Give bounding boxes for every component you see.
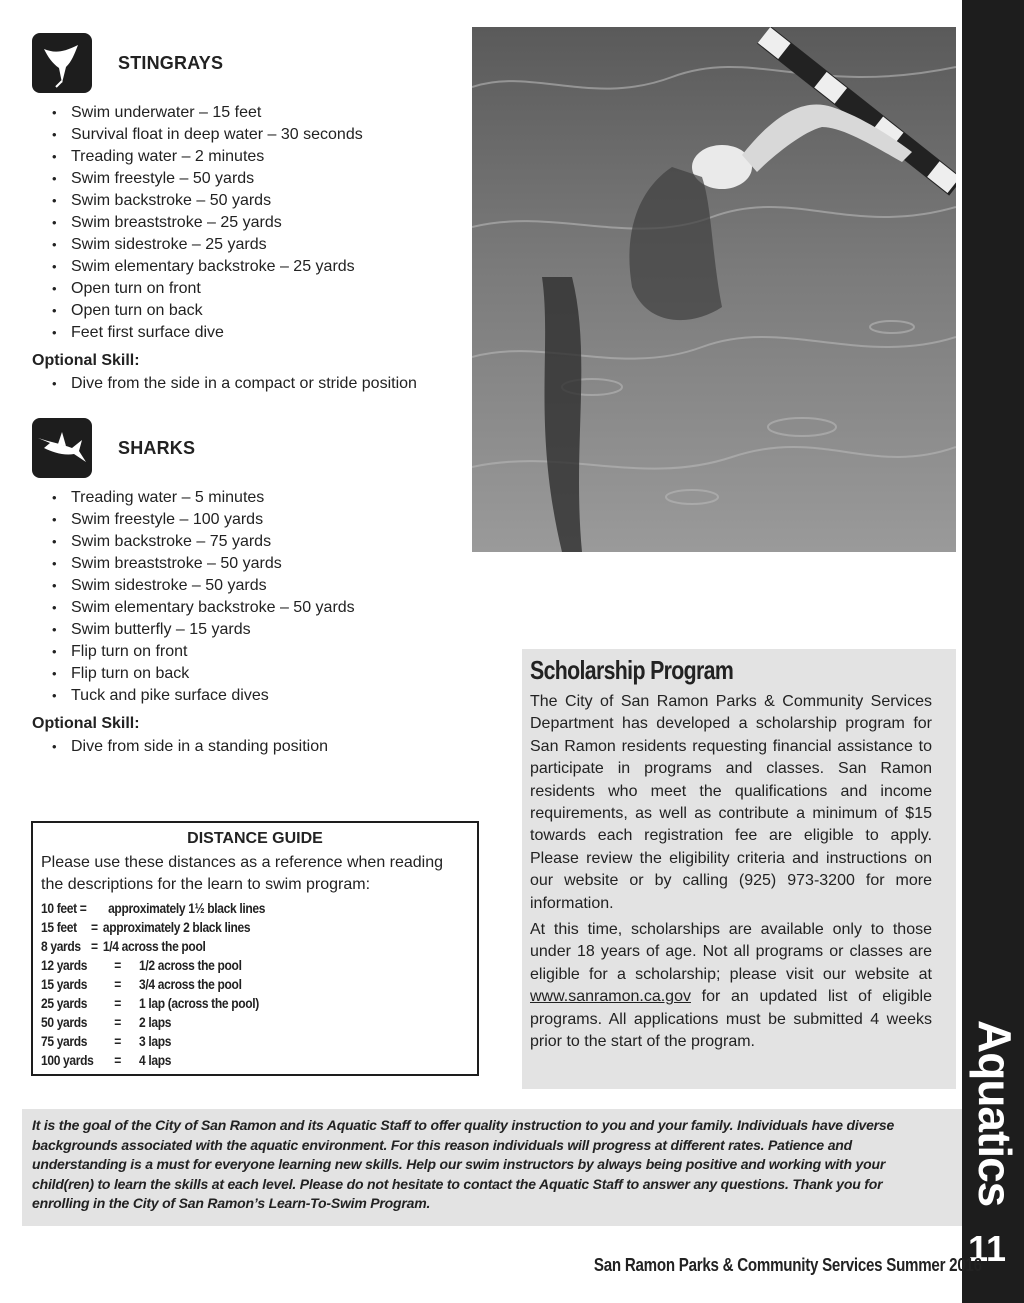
sharks-title: SHARKS bbox=[118, 437, 196, 458]
footer-text: San Ramon Parks & Community Services Summer 2016 bbox=[593, 1255, 982, 1275]
value-cell: 1 lap (across the pool) bbox=[139, 995, 259, 1011]
list-item: • Flip turn on back bbox=[52, 663, 355, 685]
table-row bbox=[41, 1051, 416, 1070]
scholarship-text: At this time, scholarships are available only to those under 18 years of age. Not all programs or classes are eligible for a scholarship; please visit our website at bbox=[530, 921, 932, 983]
list-item: • Swim freestyle – 50 yards bbox=[52, 168, 363, 190]
list-item: • Swim elementary backstroke – 25 yards bbox=[52, 256, 363, 278]
page-number: 11 bbox=[967, 1228, 1007, 1269]
value-cell: approximately 1½ black lines bbox=[108, 900, 266, 916]
equals-cell: = bbox=[114, 995, 121, 1011]
list-item: • Treading water – 5 minutes bbox=[52, 487, 355, 509]
stingrays-header bbox=[32, 33, 223, 93]
list-item: • Swim elementary backstroke – 50 yards bbox=[52, 597, 355, 619]
table-row bbox=[41, 994, 416, 1013]
stingrays-title: STINGRAYS bbox=[118, 52, 224, 73]
list-item: • Swim breaststroke – 25 yards bbox=[52, 212, 363, 234]
list-item: • Tuck and pike surface dives bbox=[52, 685, 355, 707]
swimmer-photo bbox=[472, 27, 956, 552]
stingrays-optional-list bbox=[52, 373, 417, 395]
list-item: • Feet first surface dive bbox=[52, 322, 363, 344]
equals-cell: = bbox=[114, 1014, 121, 1030]
list-item: • Swim backstroke – 75 yards bbox=[52, 531, 355, 553]
page-footer bbox=[520, 1255, 982, 1276]
table-row bbox=[41, 937, 416, 956]
scholarship-title: Scholarship Program bbox=[530, 655, 734, 685]
distance-guide-title: DISTANCE GUIDE bbox=[187, 830, 323, 847]
equals-cell: = bbox=[114, 976, 121, 992]
list-item: • Swim sidestroke – 50 yards bbox=[52, 575, 355, 597]
sharks-header bbox=[32, 418, 195, 478]
section-sidebar bbox=[962, 0, 1024, 1303]
goal-statement-box bbox=[22, 1109, 962, 1226]
list-item: • Treading water – 2 minutes bbox=[52, 146, 363, 168]
list-item: • Open turn on front bbox=[52, 278, 363, 300]
table-row bbox=[41, 899, 416, 918]
list-item: • Swim sidestroke – 25 yards bbox=[52, 234, 363, 256]
value-cell: approximately 2 black lines bbox=[102, 919, 251, 935]
list-item: • Swim butterfly – 15 yards bbox=[52, 619, 355, 641]
list-item: • Swim backstroke – 50 yards bbox=[52, 190, 363, 212]
scholarship-paragraph-2 bbox=[530, 919, 932, 1053]
stingrays-optional-label: Optional Skill: bbox=[32, 352, 140, 369]
equals-cell: = bbox=[114, 1052, 121, 1068]
stingray-icon bbox=[32, 33, 92, 93]
list-item: • Swim freestyle – 100 yards bbox=[52, 509, 355, 531]
section-title: Aquatics bbox=[969, 1020, 1021, 1207]
table-row bbox=[41, 1032, 416, 1051]
scholarship-text: for an updated list of eligible programs. All applications must be submitted 4 weeks prior to the start of the program. bbox=[530, 988, 932, 1051]
equals-cell: = bbox=[90, 919, 98, 935]
list-item: • Survival float in deep water – 30 seconds bbox=[52, 124, 363, 146]
value-cell: 2 laps bbox=[139, 1014, 172, 1030]
value-cell: 1/2 across the pool bbox=[139, 957, 242, 973]
goal-statement: It is the goal of the City of San Ramon and its Aquatic Staff to offer quality instruction to you and your family. Individuals have diverse backgrounds associated with the aquatic environment. For this reason individuals will progress at different rates. Patience and understanding is a must for everyone learning new skills. Help our swim instructors by always being positive and working with your child(ren) to learn the skills at each level. Please do not hesitate to contact the Aquatic Staff to answer any questions. Thank you for enrolling in the City of San Ramon’s Learn-To-Swim Program. bbox=[32, 1117, 895, 1212]
distance-cell: 100 yards bbox=[41, 1052, 94, 1068]
distance-guide-intro: Please use these distances as a reference when reading the descriptions for the learn to swim program: bbox=[41, 854, 444, 893]
distance-cell: 15 yards bbox=[41, 976, 88, 992]
table-row bbox=[41, 918, 416, 937]
sharks-skill-list bbox=[52, 487, 355, 707]
stingrays-skill-list bbox=[52, 102, 363, 344]
distance-cell: 25 yards bbox=[41, 995, 88, 1011]
value-cell: 4 laps bbox=[139, 1052, 172, 1068]
equals-cell: = bbox=[90, 938, 98, 954]
distance-guide-box bbox=[31, 821, 479, 1076]
sharks-optional-label: Optional Skill: bbox=[32, 715, 140, 732]
equals-cell: = bbox=[114, 1033, 121, 1049]
sharks-optional-list bbox=[52, 736, 328, 758]
equals-cell: = bbox=[114, 957, 121, 973]
list-item: • Dive from the side in a compact or stride position bbox=[52, 373, 417, 395]
list-item: • Open turn on back bbox=[52, 300, 363, 322]
table-row bbox=[41, 1013, 416, 1032]
distance-cell: 50 yards bbox=[41, 1014, 88, 1030]
list-item: • Flip turn on front bbox=[52, 641, 355, 663]
value-cell: 3 laps bbox=[139, 1033, 172, 1049]
table-row bbox=[41, 975, 416, 994]
list-item: • Dive from side in a standing position bbox=[52, 736, 328, 758]
list-item: • Swim underwater – 15 feet bbox=[52, 102, 363, 124]
website-link[interactable]: www.sanramon.ca.gov bbox=[530, 988, 691, 1006]
distance-guide-table bbox=[41, 899, 416, 1070]
value-cell: 1/4 across the pool bbox=[102, 938, 206, 954]
scholarship-box bbox=[522, 649, 956, 1089]
value-cell: 3/4 across the pool bbox=[139, 976, 242, 992]
table-row bbox=[41, 956, 416, 975]
distance-cell: 8 yards bbox=[41, 938, 81, 954]
distance-cell: 12 yards bbox=[41, 957, 88, 973]
shark-icon bbox=[32, 418, 92, 478]
list-item: • Swim breaststroke – 50 yards bbox=[52, 553, 355, 575]
scholarship-paragraph-1: The City of San Ramon Parks & Community Services Department has developed a scholarship program for San Ramon residents requesting financial assistance to participate in programs and classes. San Ramon residents who meet the qualifications and income requirements, as well as contribute a minimum of $15 towards each registration fee are eligible to apply. Please review the eligibility criteria and instructions on our website or by calling (925) 973-3200 for more information. bbox=[530, 693, 932, 912]
distance-cell: 75 yards bbox=[41, 1033, 88, 1049]
distance-cell: 15 feet bbox=[41, 919, 77, 935]
distance-cell: 10 feet = bbox=[41, 900, 87, 916]
